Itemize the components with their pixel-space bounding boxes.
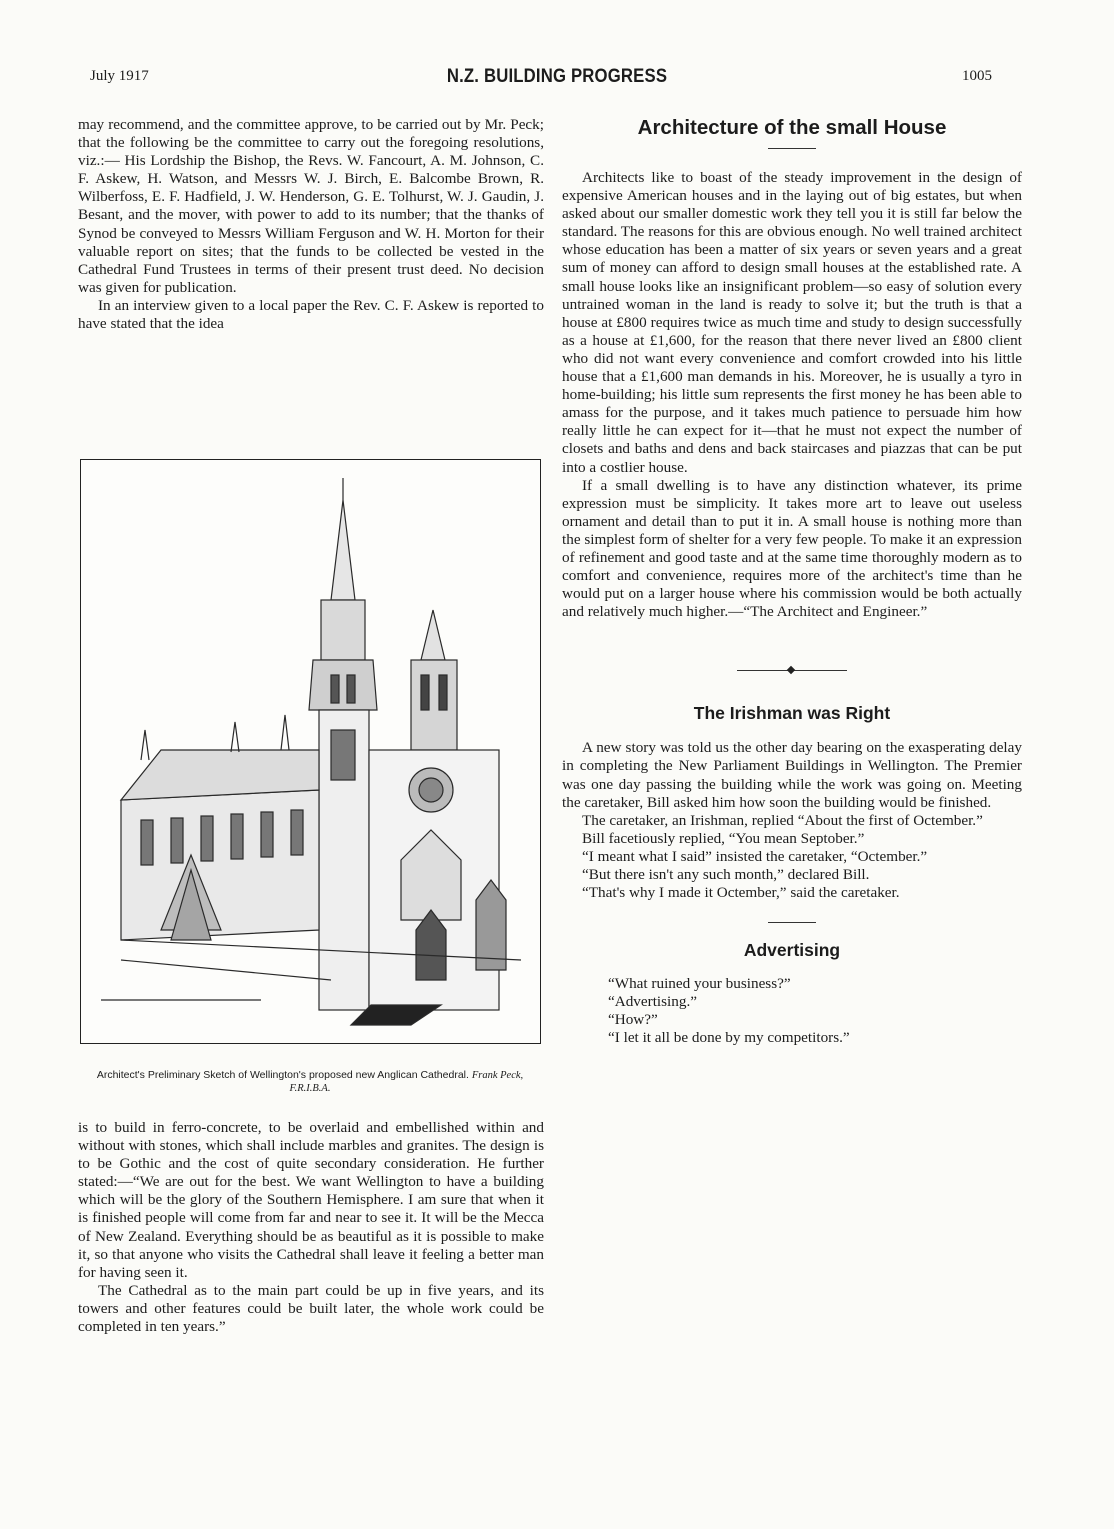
paragraph: “That's why I made it Octember,” said the caretaker. <box>582 884 900 902</box>
paragraph: The Cathedral as to the main part could be up in five years, and its towers and other features could be built later, the whole work could be completed in ten years.” <box>78 1281 544 1336</box>
section-rule <box>768 922 816 923</box>
right-column <box>562 116 1022 1048</box>
issue-date: July 1917 <box>90 68 149 84</box>
dialogue-line: “How?” <box>608 1011 658 1029</box>
cathedral-sketch-illustration <box>81 460 540 1043</box>
page-number: 1005 <box>962 68 992 84</box>
advertising-dialogue <box>562 975 1022 1047</box>
paragraph: If a small dwelling is to have any distinction whatever, its prime expression must be simplicity. It takes more art to leave out useless ornament and detail than to put it in. A small house is nothing more than the simplest form of shelter for a very few people. To make it an expression of refinement and good taste and at the same time thoroughly modern as to comfort and convenience, requires more of the architect's time than he would put on a larger house where his commission would be both actually and relatively much higher.—“The Architect and Engineer.” <box>562 476 1022 621</box>
section-divider-ornament <box>737 665 847 677</box>
paragraph: “But there isn't any such month,” declared Bill. <box>582 866 870 883</box>
title-rule <box>768 148 816 149</box>
caption-text: Architect's Preliminary Sketch of Wellington's proposed new Anglican Cathedral. <box>96 1069 469 1081</box>
cathedral-sketch-figure <box>80 459 541 1044</box>
paragraph: Architects like to boast of the steady improvement in the design of expensive American houses and in the laying out of big estates, but when asked about our smaller domestic work they tell you it is still far below the standard. The reasons for this are obvious enough. No well trained architect whose education has been a matter of six years or seven years and a great sum of money can afford to design small houses at the established rate. A small house looks like an insignificant problem—so easy of solution every untrained woman in the land is ready to solve it; but the truth is that a house at £800 requires twice as much time and study to design successfully as a house at £1,600, for the reason that there never lived an £800 client who did not want every convenience and comfort crowded into his little house that a £1,600 man demands in his. Moreover, he is usually a tyro in home-building; his little sum represents the first money he has been able to amass for the purpose, and it takes much patience to persuade him how really little he can expect for it—that he must not expect the number of closets and baths and dens and back staircases and piazzas that can be put into a costlier house. <box>562 169 1022 476</box>
paragraph: is to build in ferro-concrete, to be overlaid and embellished within and without with stones, which shall include marbles and granites. The design is to be Gothic and the cost of quite secondary consideration. He further stated:—“We are out for the best. We want Wellington to have a building which will be the glory of the Southern Hemisphere. I am sure that when it is finished people will come from far and near to see it. It will be the Mecca of New Zealand. Everything should be as beautiful as it is possible to make it, so that anyone who visits the Cathedral shall leave it feeling a better man for having seen it. <box>78 1119 544 1281</box>
left-column-bottom <box>78 1119 544 1336</box>
paragraph: Bill facetiously replied, “You mean Septober.” <box>582 829 865 847</box>
dialogue-line: “Advertising.” <box>608 993 697 1011</box>
page-header <box>0 68 1114 92</box>
article-title-architecture: Architecture of the small House <box>637 116 947 139</box>
paragraph: In an interview given to a local paper the Rev. C. F. Askew is reported to have stated that the idea <box>78 296 544 333</box>
paragraph: “I meant what I said” insisted the caretaker, “Octember.” <box>582 847 928 865</box>
dialogue-line: “What ruined your business?” <box>608 975 791 993</box>
caption-credit: Frank Peck, F.R.I.B.A. <box>289 1070 524 1094</box>
dialogue-line: “I let it all be done by my competitors.” <box>608 1029 850 1047</box>
paragraph: A new story was told us the other day bearing on the exasperating delay in completing the New Parliament Buildings in Wellington. The Premier was one day passing the building while the work was going on. Meeting the caretaker, Bill asked him how soon the building would be finished. <box>562 739 1022 811</box>
article-title-advertising: Advertising <box>743 940 841 961</box>
paragraph: The caretaker, an Irishman, replied “About the first of Octember.” <box>582 811 983 829</box>
article-title-irishman: The Irishman was Right <box>693 703 891 724</box>
left-column-top <box>78 116 544 333</box>
figure-caption <box>80 1069 540 1095</box>
magazine-title: N.Z. BUILDING PROGRESS <box>446 66 668 87</box>
paragraph: may recommend, and the committee approve, to be carried out by Mr. Peck; that the following be the committee to carry out the foregoing resolutions, viz.:— His Lordship the Bishop, the Revs. W. Fancourt, A. M. Johnson, C. F. Askew, H. Watson, and Messrs W. J. Birch, E. Balcombe Brown, R. Wilberfoss, E. F. Hadfield, J. W. Henderson, G. E. Tolhurst, W. J. Gaudin, J. Besant, and the mover, with power to add to its number; that the thanks of Synod be conveyed to Messrs William Ferguson and W. H. Morton for their valuable report on sites; that the funds to be collected be vested in the Cathedral Fund Trustees in terms of their present trust deed. No decision was given for publication. <box>78 116 544 296</box>
